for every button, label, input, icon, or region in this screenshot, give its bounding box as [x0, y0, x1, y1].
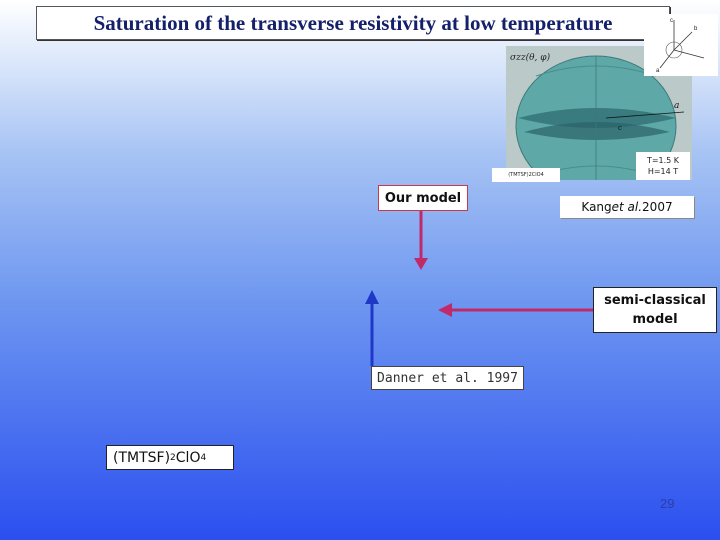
axis-a-label: a	[674, 101, 680, 111]
our-model-box: Our model	[378, 185, 468, 211]
function-label: σzz(θ, φ)	[510, 53, 551, 63]
slide-title: Saturation of the transverse resistivity at low temperature	[93, 10, 613, 35]
kang-year: 2007	[642, 200, 673, 214]
semi-classical-left-arrow	[438, 303, 593, 317]
semi-classical-line2: model	[632, 312, 678, 327]
inset-axis-c: c	[670, 18, 673, 24]
page-number: 29	[660, 496, 675, 511]
figure-sample-label: (TMTSF)2ClO4	[492, 168, 560, 182]
compound-part1: (TMTSF)	[113, 449, 171, 466]
temperature-label: T=1.5 K	[646, 156, 680, 165]
danner-citation-box: Danner et al. 1997	[371, 366, 524, 390]
compound-sub1: 2	[170, 452, 176, 463]
field-label: H=14 T	[647, 167, 679, 176]
compound-sub2: 4	[200, 452, 207, 463]
axis-c-label: c	[618, 124, 622, 132]
inset-axis-b: b	[694, 26, 698, 32]
semi-classical-line1: semi-classical	[604, 293, 706, 308]
inset-axis-a: a	[656, 68, 660, 74]
danner-up-arrow	[365, 290, 379, 366]
compound-part2: ClO	[175, 449, 201, 466]
our-model-down-arrow	[414, 211, 428, 270]
kang-etal: et al.	[611, 200, 643, 214]
kang-author: Kang	[581, 200, 612, 214]
